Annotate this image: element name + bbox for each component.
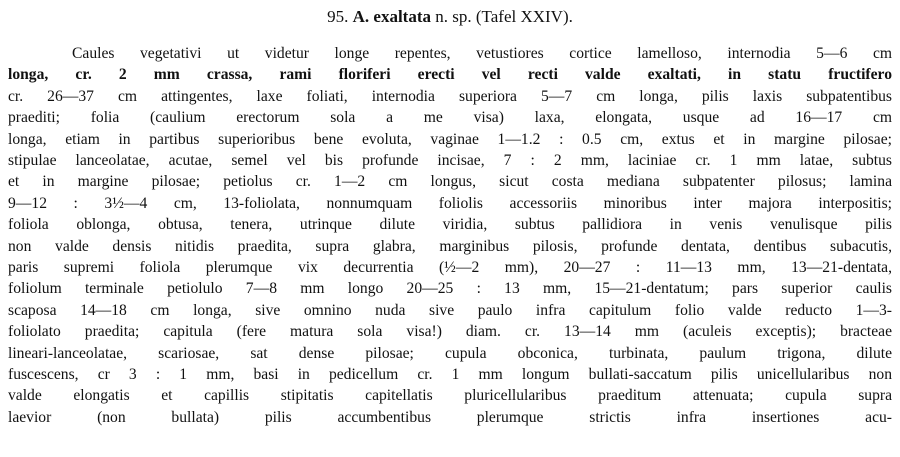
text-line-1: Caules vegetativi ut videtur longe repentes, vetustiores cortice lamelloso, internodia 5—6 cm: [72, 45, 892, 62]
text-line-5: longa, etiam in partibus superioribus bene evoluta, vaginae 1—1.2 : 0.5 cm, extus et in margine pilosae;: [8, 130, 892, 148]
text-line-11: paris supremi foliola plerumque vix decurrentia (½—2 mm), 20—27 : 11—13 mm, 13—21-dentata,: [8, 259, 892, 276]
text-line-12: foliolum terminale petiolulo 7—8 mm longo 20—25 : 13 mm, 15—21-dentatum; pars superior caulis: [8, 280, 892, 298]
species-name: A. exaltata: [352, 7, 431, 26]
text-line-8: 9—12 : 3½—4 cm, 13-foliolata, nonnumquam foliolis accessoriis minoribus inter majora interpositis;: [8, 194, 892, 212]
species-heading: [0, 6, 900, 28]
text-line-15: lineari-lanceolatae, scariosae, sat dense pilosae; cupula obconica, turbinata, paulum trigona, dilute: [8, 344, 892, 362]
text-line-7: et in margine pilosae; petiolus cr. 1—2 cm longus, sicut costa mediana subpatenter pilosus; lamina: [8, 173, 892, 191]
text-line-4: praediti; folia (caulium erectorum sola a me visa) laxa, elongata, usque ad 16—17 cm: [8, 109, 892, 127]
text-line-3: cr. 26—37 cm attingentes, laxe foliati, internodia superiora 5—7 cm longa, pilis laxis subpatentibus: [8, 87, 892, 105]
text-line-14: foliolato praedita; capitula (fere matura sola visa!) diam. cr. 13—14 mm (aculeis exceptis); bracteae: [8, 323, 892, 341]
text-line-17: valde elongatis et capillis stipitatis capitellatis pluricellularibus praeditum attenuata; cupula supra: [8, 387, 892, 405]
species-status: n. sp.: [435, 7, 472, 26]
text-line-10: non valde densis nitidis praedita, supra glabra, marginibus pilosis, profunde dentata, dentibus subacutis,: [8, 237, 892, 255]
text-line-9: foliola oblonga, obtusa, tenera, utrinque dilute viridia, subtus pallidiora in venis venulisque pilis: [8, 216, 892, 234]
species-number: 95.: [327, 7, 349, 26]
text-line-13: scaposa 14—18 cm longa, sive omnino nuda sive paulo infra capitulum folio valde reducto 1—3-: [8, 301, 892, 319]
text-line-16: fuscescens, cr 3 : 1 mm, basi in pedicellum cr. 1 mm longum bullati-saccatum pilis unicellularibus non: [8, 366, 892, 383]
text-line-18: laevior (non bullata) pilis accumbentibus plerumque strictis infra insertiones acu-: [8, 408, 892, 426]
text-line-2: longa, cr. 2 mm crassa, rami floriferi erecti vel recti valde exaltati, in statu fructifero: [8, 66, 892, 84]
text-line-6: stipulae lanceolatae, acutae, semel vel bis profunde incisae, 7 : 2 mm, laciniae cr. 1 mm latae, subtus: [8, 152, 892, 169]
plate-reference: (Tafel XXIV).: [475, 7, 573, 26]
